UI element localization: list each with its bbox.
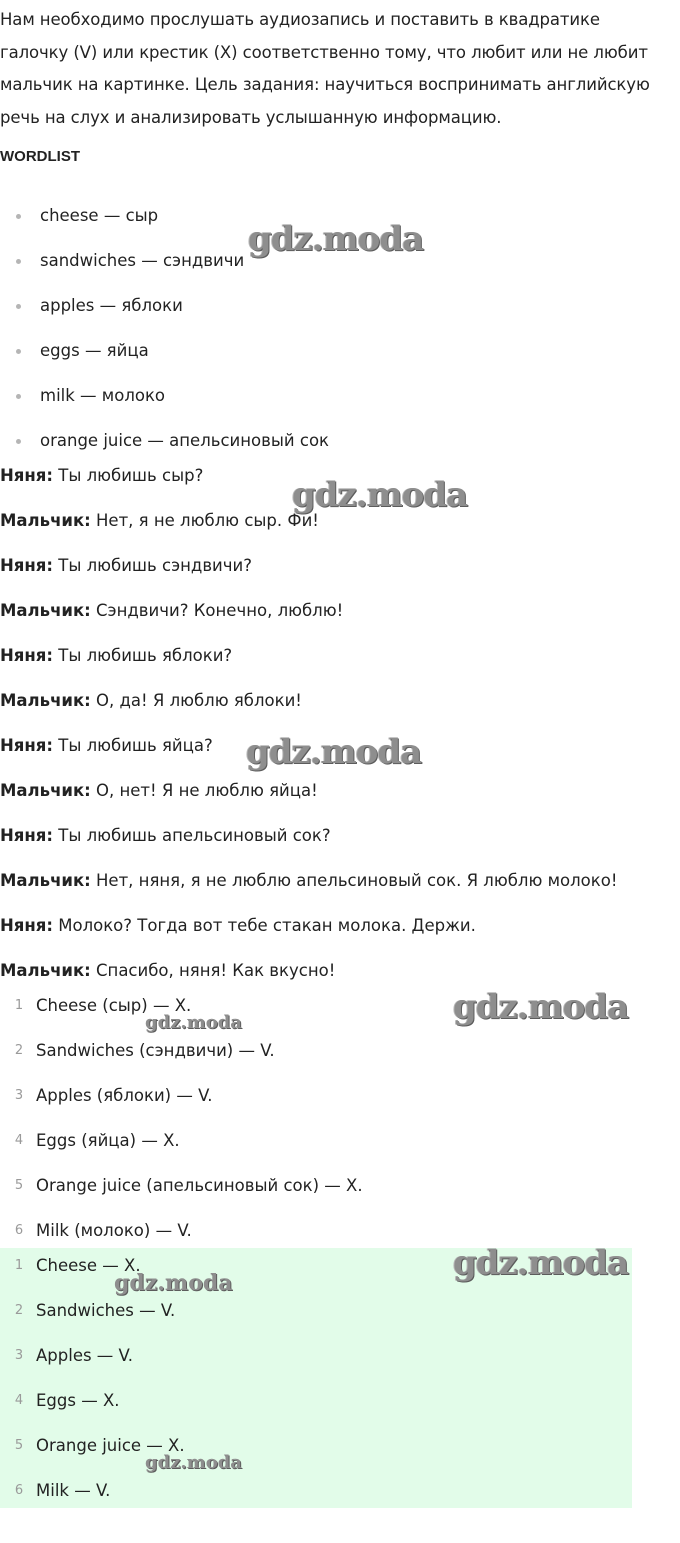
list-item: [0, 292, 329, 337]
watermark-logo: gdz.moda: [248, 219, 424, 259]
answers-with-translation: [0, 992, 363, 1262]
list-item: [0, 992, 363, 1037]
dialog-line: [0, 732, 617, 777]
answers-final: [0, 1252, 185, 1522]
watermark-logo: gdz.moda: [453, 1243, 629, 1283]
watermark-logo: gdz.moda: [246, 732, 422, 772]
dialog-text: Ты любишь яйца?: [53, 736, 213, 755]
dialog-text: Ты любишь сэндвичи?: [53, 556, 252, 575]
bullet-icon: [16, 394, 21, 399]
list-item: [0, 1342, 185, 1387]
dialog-line: [0, 777, 617, 822]
list-item: [0, 1297, 185, 1342]
answer-text: Milk — V.: [36, 1481, 111, 1500]
list-item: [0, 337, 329, 382]
dialog-text: Молоко? Тогда вот тебе стакан молока. Держи.: [53, 916, 476, 935]
answer-text: Apples — V.: [36, 1346, 133, 1365]
intro-paragraph: Нам необходимо прослушать аудиозапись и поставить в квадратике галочку (V) или крестик (X) соответственно тому, что любит или не любит мальчик на картинке. Цель задания: научиться воспринимать английскую речь на слух и анализировать услышанную информацию.: [0, 10, 650, 127]
list-item: [0, 202, 329, 247]
wordlist-entry: apples — яблоки: [40, 296, 183, 315]
answer-text: Orange juice (апельсиновый сок) — X.: [36, 1176, 363, 1195]
speaker-label: Мальчик:: [0, 781, 91, 800]
list-item: [0, 1252, 185, 1297]
list-item: [0, 1127, 363, 1172]
answer-text: Eggs — X.: [36, 1391, 120, 1410]
dialog-text: О, да! Я люблю яблоки!: [90, 691, 302, 710]
dialog-text: Нет, няня, я не люблю апельсиновый сок. Я люблю молоко!: [90, 871, 618, 890]
dialog-line: [0, 867, 617, 912]
dialog-text: Сэндвичи? Конечно, люблю!: [90, 601, 344, 620]
speaker-label: Няня:: [0, 646, 53, 665]
item-number: 3: [14, 1088, 24, 1103]
bullet-icon: [16, 259, 21, 264]
answer-text: Cheese (сыр) — X.: [36, 996, 192, 1015]
item-number: 5: [14, 1178, 24, 1193]
dialog-text: О, нет! Я не люблю яйца!: [90, 781, 318, 800]
item-number: 4: [14, 1133, 24, 1148]
item-number: 5: [14, 1438, 24, 1453]
speaker-label: Няня:: [0, 466, 53, 485]
dialog-line: [0, 507, 617, 552]
list-item: [0, 1477, 185, 1522]
list-item: [0, 1172, 363, 1217]
item-number: 1: [14, 998, 24, 1013]
dialog-transcript: [0, 462, 617, 1002]
answer-text: Milk (молоко) — V.: [36, 1221, 192, 1240]
dialog-text: Ты любишь апельсиновый сок?: [53, 826, 331, 845]
watermark-logo: gdz.moda: [292, 475, 468, 515]
dialog-line: [0, 822, 617, 867]
wordlist: [0, 202, 329, 472]
item-number: 3: [14, 1348, 24, 1363]
speaker-label: Няня:: [0, 556, 53, 575]
speaker-label: Няня:: [0, 736, 53, 755]
dialog-line: [0, 912, 617, 957]
dialog-line: [0, 597, 617, 642]
answer-text: Orange juice — X.: [36, 1436, 185, 1455]
speaker-label: Няня:: [0, 916, 53, 935]
list-item: [0, 1387, 185, 1432]
bullet-icon: [16, 304, 21, 309]
dialog-line: [0, 687, 617, 732]
answer-text: Apples (яблоки) — V.: [36, 1086, 213, 1105]
answer-text: Eggs (яйца) — X.: [36, 1131, 180, 1150]
speaker-label: Мальчик:: [0, 871, 91, 890]
answer-text: Sandwiches (сэндвичи) — V.: [36, 1041, 275, 1060]
item-number: 2: [14, 1043, 24, 1058]
dialog-line: [0, 642, 617, 687]
list-item: [0, 1432, 185, 1477]
watermark-logo: gdz.moda: [145, 1452, 242, 1473]
answer-text: Sandwiches — V.: [36, 1301, 176, 1320]
speaker-label: Мальчик:: [0, 961, 91, 980]
bullet-icon: [16, 439, 21, 444]
dialog-text: Нет, я не люблю сыр. Фи!: [90, 511, 319, 530]
dialog-line: [0, 552, 617, 597]
item-number: 2: [14, 1303, 24, 1318]
wordlist-entry: sandwiches — сэндвичи: [40, 251, 245, 270]
bullet-icon: [16, 214, 21, 219]
wordlist-entry: cheese — сыр: [40, 206, 159, 225]
wordlist-heading: WORDLIST: [0, 148, 80, 165]
item-number: 4: [14, 1393, 24, 1408]
speaker-label: Мальчик:: [0, 601, 91, 620]
speaker-label: Мальчик:: [0, 511, 91, 530]
item-number: 6: [14, 1483, 24, 1498]
dialog-text: Ты любишь сыр?: [53, 466, 204, 485]
list-item: [0, 1037, 363, 1082]
speaker-label: Няня:: [0, 826, 53, 845]
wordlist-entry: milk — молоко: [40, 386, 166, 405]
item-number: 6: [14, 1223, 24, 1238]
watermark-logo: gdz.moda: [453, 987, 629, 1027]
dialog-text: Ты любишь яблоки?: [53, 646, 233, 665]
wordlist-entry: orange juice — апельсиновый сок: [40, 431, 330, 450]
speaker-label: Мальчик:: [0, 691, 91, 710]
bullet-icon: [16, 349, 21, 354]
list-item: [0, 1082, 363, 1127]
watermark-logo: gdz.moda: [145, 1012, 242, 1033]
watermark-logo: gdz.moda: [114, 1270, 233, 1296]
wordlist-entry: eggs — яйца: [40, 341, 149, 360]
list-item: [0, 382, 329, 427]
dialog-text: Спасибо, няня! Как вкусно!: [90, 961, 336, 980]
dialog-line: [0, 462, 617, 507]
answer-text: Cheese — X.: [36, 1256, 141, 1275]
list-item: [0, 247, 329, 292]
item-number: 1: [14, 1258, 24, 1273]
